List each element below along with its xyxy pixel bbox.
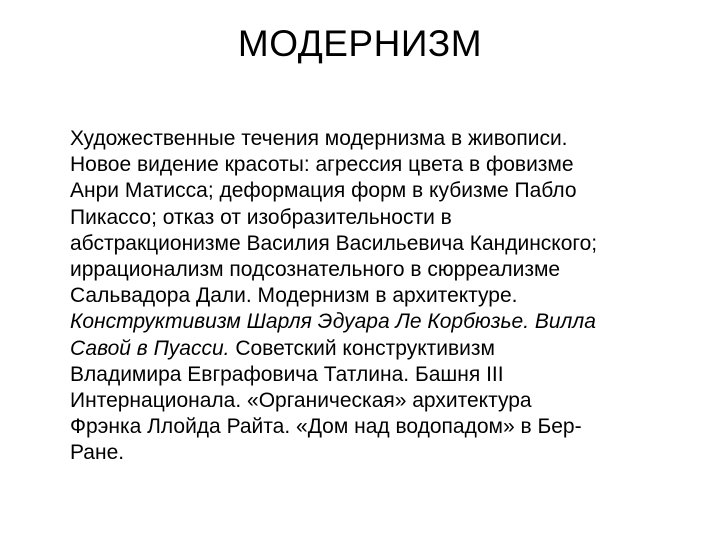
text-line: Пикассо; отказ от изобразительности в <box>70 205 452 229</box>
slide-title: МОДЕРНИЗМ <box>237 23 483 64</box>
text-line: Сальвадора Дали. Модернизм в архитектуре. <box>70 284 518 308</box>
slide-body-text <box>70 126 685 467</box>
text-line: Интернационала. «Органическая» архитектура <box>70 389 532 413</box>
text-line: Фрэнка Ллойда Райта. «Дом над водопадом» в Бер- <box>70 415 582 439</box>
text-line: абстракционизме Василия Васильевича Кандинского; <box>70 231 598 255</box>
text-line: Новое видение красоты: агрессия цвета в фовизме <box>70 153 574 177</box>
text-segment: Советский конструктивизм <box>229 336 495 360</box>
text-line: Художественные течения модернизма в живописи. <box>70 127 568 150</box>
text-line: Ране. <box>70 441 125 465</box>
text-line: Владимира Евграфовича Татлина. Башня III <box>70 362 504 386</box>
italic-segment: Савой в Пуасси. <box>70 336 230 360</box>
text-line-italic: Конструктивизм Шарля Эдуара Ле Корбюзье. Вилла <box>70 310 596 334</box>
text-line: иррационализм подсознательного в сюрреализме <box>70 258 561 282</box>
text-line: Анри Матисса; деформация форм в кубизме Пабло <box>70 179 577 203</box>
text-line <box>70 336 685 362</box>
